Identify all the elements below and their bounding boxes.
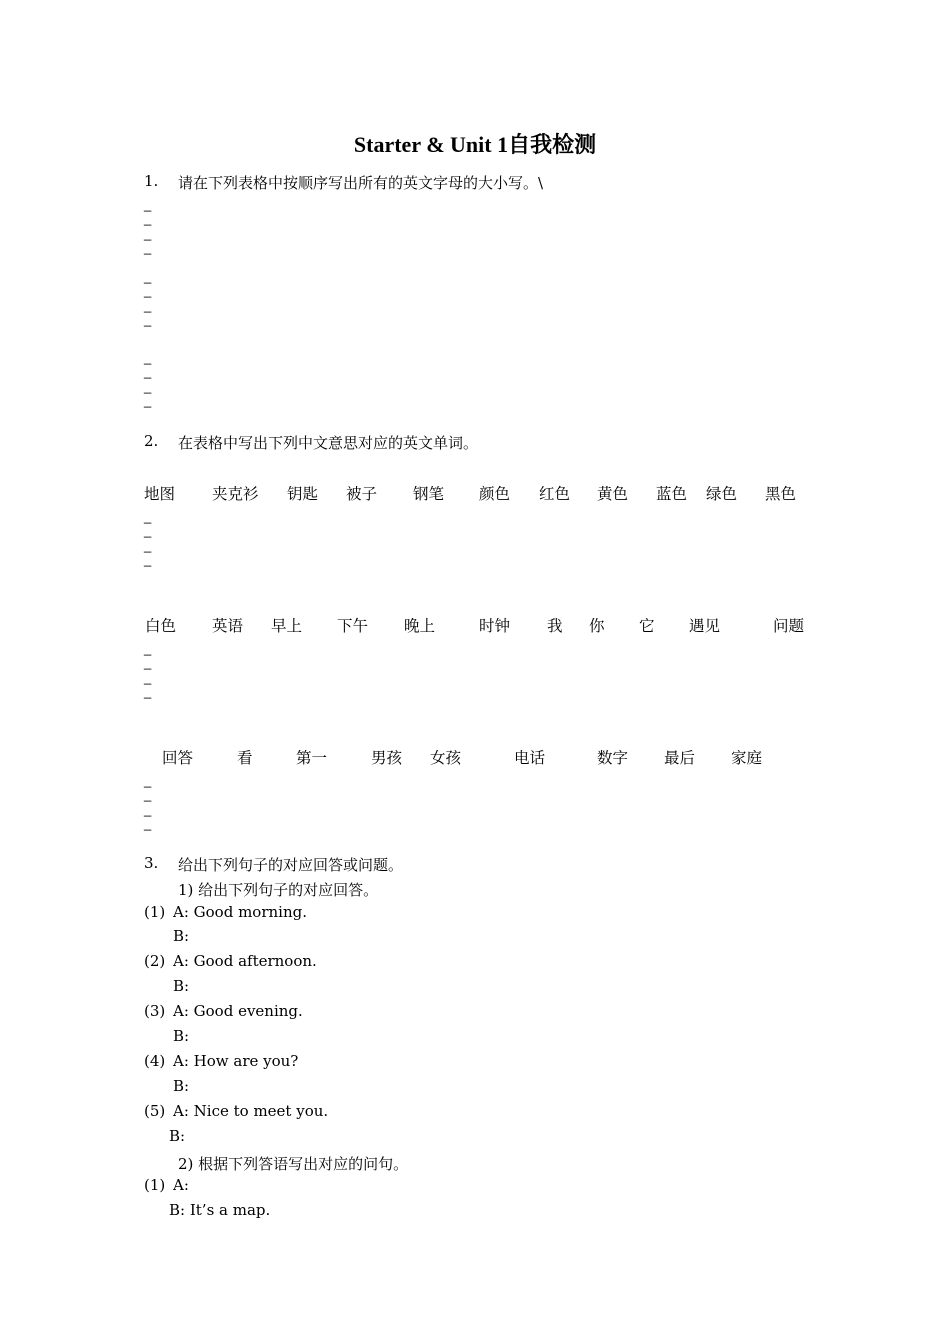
blank-mark: _ — [144, 269, 152, 284]
vocab-word: 电话 — [514, 749, 546, 767]
vocab-word: 黑色 — [765, 485, 797, 503]
blank-mark: _ — [144, 538, 152, 553]
vocab-row-3 — [0, 746, 950, 766]
vocab-word: 看 — [237, 749, 253, 767]
q3-text: 给出下列句子的对应回答或问题。 — [178, 856, 404, 874]
vocab-word: 白色 — [145, 617, 177, 635]
blank-mark: _ — [144, 523, 152, 538]
item-line-b: B: — [169, 1127, 186, 1145]
blank-mark: _ — [144, 802, 152, 817]
blank-mark: _ — [144, 364, 152, 379]
q1-text: 请在下列表格中按顺序写出所有的英文字母的大小写。\ — [178, 174, 544, 192]
vocab-word: 早上 — [271, 617, 303, 635]
q3-number: 3. — [144, 854, 159, 872]
item-line-a: A: Nice to meet you. — [173, 1102, 329, 1120]
blank-mark: _ — [144, 211, 152, 226]
blank-mark: _ — [144, 240, 152, 255]
item-line-b: B: — [173, 1027, 190, 1045]
q2-number: 2. — [144, 432, 159, 450]
vocab-word: 钥匙 — [287, 485, 319, 503]
item-line-b: B: — [173, 1077, 190, 1095]
vocab-word: 第一 — [296, 749, 328, 767]
vocab-word: 我 — [547, 617, 563, 635]
vocab-word: 时钟 — [479, 617, 511, 635]
vocab-row-2 — [0, 614, 950, 634]
blank-mark: _ — [144, 552, 152, 567]
vocab-word: 遇见 — [689, 617, 721, 635]
vocab-word: 数字 — [597, 749, 629, 767]
blank-mark: _ — [144, 509, 152, 524]
vocab-word: 女孩 — [430, 749, 462, 767]
blank-mark: _ — [144, 197, 152, 212]
vocab-word: 蓝色 — [656, 485, 688, 503]
vocab-word: 绿色 — [706, 485, 738, 503]
vocab-row-1 — [0, 482, 950, 502]
item-line-a: A: Good evening. — [173, 1002, 303, 1020]
vocab-word: 颜色 — [479, 485, 511, 503]
blank-mark: _ — [144, 379, 152, 394]
blank-mark: _ — [144, 312, 152, 327]
vocab-word: 红色 — [539, 485, 571, 503]
vocab-word: 下午 — [337, 617, 369, 635]
blank-mark: _ — [144, 816, 152, 831]
blank-mark: _ — [144, 393, 152, 408]
q3-part1-heading: 1) 给出下列句子的对应回答。 — [178, 881, 379, 899]
vocab-word: 最后 — [664, 749, 696, 767]
blank-mark: _ — [144, 641, 152, 656]
vocab-word: 黄色 — [597, 485, 629, 503]
item-line-b: B: — [173, 977, 190, 995]
vocab-word: 钢笔 — [413, 485, 445, 503]
item-number: (1) — [144, 1176, 166, 1194]
q3-part2-heading: 2) 根据下列答语写出对应的问句。 — [178, 1155, 409, 1173]
blank-mark: _ — [144, 787, 152, 802]
item-number: (4) — [144, 1052, 166, 1070]
vocab-word: 地图 — [144, 485, 176, 503]
vocab-word: 你 — [589, 617, 605, 635]
blank-mark: _ — [144, 298, 152, 313]
blank-mark: _ — [144, 670, 152, 685]
item-number: (5) — [144, 1102, 166, 1120]
item-line-b: B: It’s a map. — [169, 1201, 271, 1219]
vocab-word: 被子 — [346, 485, 378, 503]
item-line-a: A: — [173, 1176, 189, 1194]
vocab-word: 夹克衫 — [212, 485, 259, 503]
vocab-word: 男孩 — [371, 749, 403, 767]
vocab-word: 它 — [639, 617, 655, 635]
q1-number: 1. — [144, 172, 159, 190]
item-number: (2) — [144, 952, 166, 970]
vocab-word: 晚上 — [404, 617, 436, 635]
vocab-word: 回答 — [162, 749, 194, 767]
item-line-a: A: Good morning. — [173, 903, 307, 921]
item-number: (3) — [144, 1002, 166, 1020]
vocab-word: 家庭 — [731, 749, 763, 767]
blank-mark: _ — [144, 226, 152, 241]
blank-mark: _ — [144, 684, 152, 699]
item-line-a: A: Good afternoon. — [173, 952, 317, 970]
q2-text: 在表格中写出下列中文意思对应的英文单词。 — [178, 434, 479, 452]
blank-mark: _ — [144, 655, 152, 670]
page-title: Starter & Unit 1自我检测 — [353, 132, 597, 157]
item-number: (1) — [144, 903, 166, 921]
blank-mark: _ — [144, 773, 152, 788]
blank-mark: _ — [144, 283, 152, 298]
blank-mark: _ — [144, 350, 152, 365]
vocab-word: 问题 — [773, 617, 805, 635]
item-line-a: A: How are you? — [173, 1052, 299, 1070]
vocab-word: 英语 — [212, 617, 244, 635]
item-line-b: B: — [173, 927, 190, 945]
